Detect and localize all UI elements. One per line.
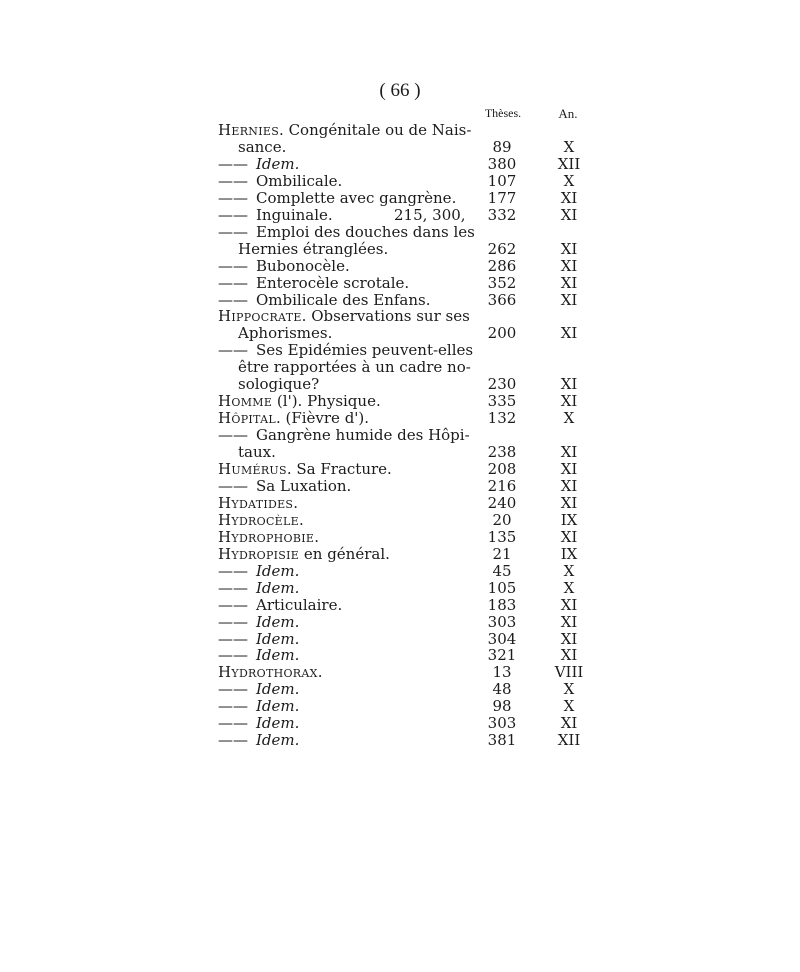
- entry-text: [218, 207, 333, 224]
- thesis-number: 132: [487, 409, 517, 428]
- ditto-dash: [218, 258, 256, 275]
- entry-text: [218, 427, 470, 444]
- year-numeral: XI: [560, 188, 578, 207]
- thesis-number: 380: [487, 154, 517, 173]
- index-entry: [218, 647, 584, 664]
- year-numeral: XI: [560, 324, 578, 343]
- entry-label: Aphorismes.: [238, 324, 333, 343]
- ditto-dash: [218, 427, 256, 444]
- entry-label: . Congénitale ou de Nais-: [279, 121, 472, 139]
- index-entry: [218, 359, 584, 376]
- ditto-dash: [218, 681, 256, 698]
- ditto-dash: [218, 698, 256, 715]
- entry-text: [238, 325, 332, 342]
- an-column-header: An.: [558, 106, 578, 121]
- ditto-dash: [218, 207, 256, 224]
- year-numeral: XI: [560, 595, 578, 614]
- thesis-number: 48: [492, 680, 512, 699]
- thesis-number: 89: [492, 137, 512, 156]
- year-numeral: XI: [560, 392, 578, 411]
- index-entry: [218, 698, 584, 715]
- thesis-number: 303: [487, 714, 517, 733]
- index-entry: [218, 664, 584, 681]
- entry-text: [218, 495, 298, 512]
- year-numeral: XII: [557, 731, 581, 750]
- index-entry: [218, 190, 584, 207]
- entry-label: Idem.: [256, 646, 300, 665]
- entry-label: (l'). Physique.: [272, 392, 381, 411]
- entry-text: [218, 410, 369, 427]
- ditto-dash: [218, 342, 256, 359]
- year-numeral: IX: [560, 510, 578, 529]
- index-entry: [218, 156, 584, 173]
- entry-text: [238, 139, 286, 156]
- year-numeral: VIII: [554, 663, 584, 682]
- index-entry: [218, 461, 584, 478]
- thesis-number: 107: [487, 171, 517, 190]
- year-numeral: XI: [560, 273, 578, 292]
- entry-label: . Sa Fracture.: [286, 460, 392, 478]
- ditto-dash: [218, 190, 256, 207]
- entry-text: [218, 631, 299, 648]
- entry-label: Gangrène humide des Hôpi-: [256, 426, 470, 445]
- ditto-dash: [218, 732, 256, 749]
- entry-headword: Hydrophobie: [218, 527, 315, 546]
- entry-text: [218, 647, 299, 664]
- index-entry: [218, 546, 584, 563]
- year-numeral: XI: [560, 375, 578, 394]
- thesis-number: 335: [487, 392, 517, 411]
- thesis-number: 352: [487, 273, 517, 292]
- thesis-number: 230: [487, 375, 517, 394]
- year-numeral: X: [563, 578, 575, 597]
- entry-text: [218, 546, 390, 563]
- ditto-dash: [218, 631, 256, 648]
- thesis-number: 321: [487, 646, 517, 665]
- entry-text: [218, 580, 299, 597]
- entry-label: Emploi des douches dans les: [256, 222, 475, 241]
- index-entry: [218, 597, 584, 614]
- thesis-number: 381: [487, 731, 517, 750]
- index-entry: [218, 563, 584, 580]
- entry-label: Sa Luxation.: [256, 476, 352, 495]
- ditto-dash: [218, 597, 256, 614]
- entry-text: [218, 563, 299, 580]
- thesis-number: 13: [492, 663, 512, 682]
- entry-label: Idem.: [256, 578, 300, 597]
- ditto-dash: [218, 275, 256, 292]
- entry-text: [218, 529, 319, 546]
- year-numeral: XI: [560, 476, 578, 495]
- thesis-number: 183: [487, 595, 517, 614]
- index-entry: [218, 715, 584, 732]
- year-numeral: IX: [560, 544, 578, 563]
- year-numeral: XI: [560, 256, 578, 275]
- index-entry: [218, 631, 584, 648]
- entry-headword: Humérus: [218, 460, 287, 478]
- entry-headword: Hernies: [218, 121, 280, 139]
- ditto-dash: [218, 292, 256, 309]
- year-numeral: X: [563, 680, 575, 699]
- thesis-number: 208: [487, 460, 517, 478]
- year-numeral: X: [563, 561, 575, 580]
- thesis-number: 238: [487, 443, 517, 462]
- entry-label: Idem.: [256, 154, 300, 173]
- year-numeral: XI: [560, 527, 578, 546]
- thesis-number: 304: [487, 629, 517, 648]
- entry-label: Ombilicale.: [256, 171, 343, 190]
- entry-label: Idem.: [256, 731, 300, 750]
- index-entry: [218, 614, 584, 631]
- ditto-dash: [218, 478, 256, 495]
- thesis-number: 200: [487, 324, 517, 343]
- year-numeral: X: [563, 697, 575, 716]
- entry-text: [218, 461, 392, 478]
- entry-text: [218, 732, 299, 749]
- index-entry: [218, 241, 584, 258]
- year-numeral: X: [563, 409, 575, 428]
- index-entry: [218, 292, 584, 309]
- entry-label: Idem.: [256, 629, 300, 648]
- index-entry: [218, 122, 584, 139]
- ditto-dash: [218, 563, 256, 580]
- entry-label: Idem.: [256, 714, 300, 733]
- entry-text: [218, 156, 299, 173]
- year-numeral: XI: [560, 443, 578, 462]
- thesis-number: 262: [487, 239, 517, 258]
- entry-label: Enterocèle scrotale.: [256, 273, 410, 292]
- index-entry: [218, 410, 584, 427]
- thesis-number: 303: [487, 612, 517, 631]
- entry-label: Inguinale.: [256, 205, 333, 224]
- index-entry: [218, 393, 584, 410]
- entry-label: Idem.: [256, 680, 300, 699]
- entry-headword: Hydatides: [218, 493, 294, 512]
- year-numeral: XII: [557, 154, 581, 173]
- year-numeral: XI: [560, 460, 578, 478]
- index-entry: [218, 342, 584, 359]
- index-entry: [218, 173, 584, 190]
- index-entry: [218, 478, 584, 495]
- thesis-number: 45: [492, 561, 512, 580]
- year-numeral: XI: [560, 290, 578, 309]
- thesis-number: 286: [487, 256, 517, 275]
- entry-label: sologique?: [238, 375, 320, 394]
- index-entry: [218, 495, 584, 512]
- entry-label: .: [314, 527, 320, 546]
- thesis-number: 177: [487, 188, 517, 207]
- year-numeral: XI: [560, 612, 578, 631]
- entry-label: en général.: [299, 544, 390, 563]
- year-numeral: X: [563, 137, 575, 156]
- entry-text: [218, 342, 473, 359]
- entry-label: sance.: [238, 137, 287, 156]
- entry-label: taux.: [238, 443, 276, 462]
- year-numeral: XI: [560, 629, 578, 648]
- entry-text: [218, 681, 299, 698]
- entry-text: [218, 190, 456, 207]
- entry-text: [218, 224, 475, 241]
- entry-text: [218, 292, 430, 309]
- entry-label: Idem.: [256, 697, 300, 716]
- entry-text: [218, 122, 471, 139]
- thesis-number: 216: [487, 476, 517, 495]
- index-entry: [218, 444, 584, 461]
- entry-text: [218, 597, 342, 614]
- thesis-number: 20: [492, 510, 512, 529]
- entry-text: [218, 512, 304, 529]
- entry-text: [238, 444, 276, 461]
- entry-text: [238, 376, 319, 393]
- entry-text: [218, 275, 409, 292]
- ditto-dash: [218, 224, 256, 241]
- index-entry: [218, 139, 584, 156]
- entry-label: Complette avec gangrène.: [256, 188, 457, 207]
- index-entry: [218, 529, 584, 546]
- entry-label: .: [298, 510, 304, 529]
- index-entry: [218, 308, 584, 325]
- page-number: ( 66 ): [379, 80, 421, 101]
- entry-text: [218, 478, 351, 495]
- entry-headword: Hydrothorax: [218, 663, 318, 682]
- thesis-number: 240: [487, 493, 517, 512]
- index-entry: [218, 732, 584, 749]
- ditto-dash: [218, 614, 256, 631]
- these-column-header: Thèses.: [484, 106, 522, 120]
- entry-label: Ombilicale des Enfans.: [256, 290, 431, 309]
- entry-label: être rapportées à un cadre no-: [238, 358, 471, 377]
- index-entry: [218, 580, 584, 597]
- entry-text: [218, 258, 350, 275]
- year-numeral: XI: [560, 714, 578, 733]
- entry-label: . Observations sur ses: [301, 307, 470, 326]
- ditto-dash: [218, 715, 256, 732]
- entry-label: Ses Epidémies peuvent-elles: [256, 341, 474, 360]
- thesis-number: 366: [487, 290, 517, 309]
- index-entry: [218, 325, 584, 342]
- thesis-number: 332: [487, 205, 517, 224]
- index-entry: [218, 224, 584, 241]
- thesis-number: 21: [492, 544, 512, 563]
- entry-text: [218, 173, 342, 190]
- extra-thesis-numbers: 215, 300,: [394, 205, 466, 224]
- entry-headword: Hydrocèle: [218, 510, 299, 529]
- entry-label: .: [293, 493, 299, 512]
- entry-label: Hernies étranglées.: [238, 239, 389, 258]
- entry-label: Articulaire.: [256, 595, 343, 614]
- entry-headword: Hippocrate: [218, 307, 302, 326]
- entry-text: [218, 664, 323, 681]
- year-numeral: XI: [560, 646, 578, 665]
- entry-text: [238, 359, 471, 376]
- year-numeral: XI: [560, 239, 578, 258]
- year-numeral: X: [563, 171, 575, 190]
- thesis-number: 135: [487, 527, 517, 546]
- index-entry: [218, 512, 584, 529]
- entry-text: [218, 614, 299, 631]
- entry-label: Bubonocèle.: [256, 256, 350, 275]
- entry-label: Idem.: [256, 561, 300, 580]
- index-entry: [218, 681, 584, 698]
- entry-text: [238, 241, 388, 258]
- ditto-dash: [218, 173, 256, 190]
- ditto-dash: [218, 580, 256, 597]
- thesis-number: 98: [492, 697, 512, 716]
- entry-text: [218, 393, 381, 410]
- entry-headword: Hôpital: [218, 409, 276, 428]
- entry-text: [218, 308, 470, 325]
- entry-headword: Hydropisie: [218, 544, 300, 563]
- ditto-dash: [218, 156, 256, 173]
- year-numeral: XI: [560, 205, 578, 224]
- index-entry: [218, 258, 584, 275]
- entry-text: [218, 715, 299, 732]
- entry-label: .: [317, 663, 323, 682]
- index-entry: [218, 207, 584, 224]
- entry-text: [218, 698, 299, 715]
- index-entry: [218, 427, 584, 444]
- year-numeral: XI: [560, 493, 578, 512]
- index-entry: [218, 376, 584, 393]
- entry-headword: Homme: [218, 392, 273, 411]
- ditto-dash: [218, 647, 256, 664]
- thesis-number: 105: [487, 578, 517, 597]
- index-entry: [218, 275, 584, 292]
- entry-label: . (Fièvre d').: [275, 409, 370, 428]
- entry-label: Idem.: [256, 612, 300, 631]
